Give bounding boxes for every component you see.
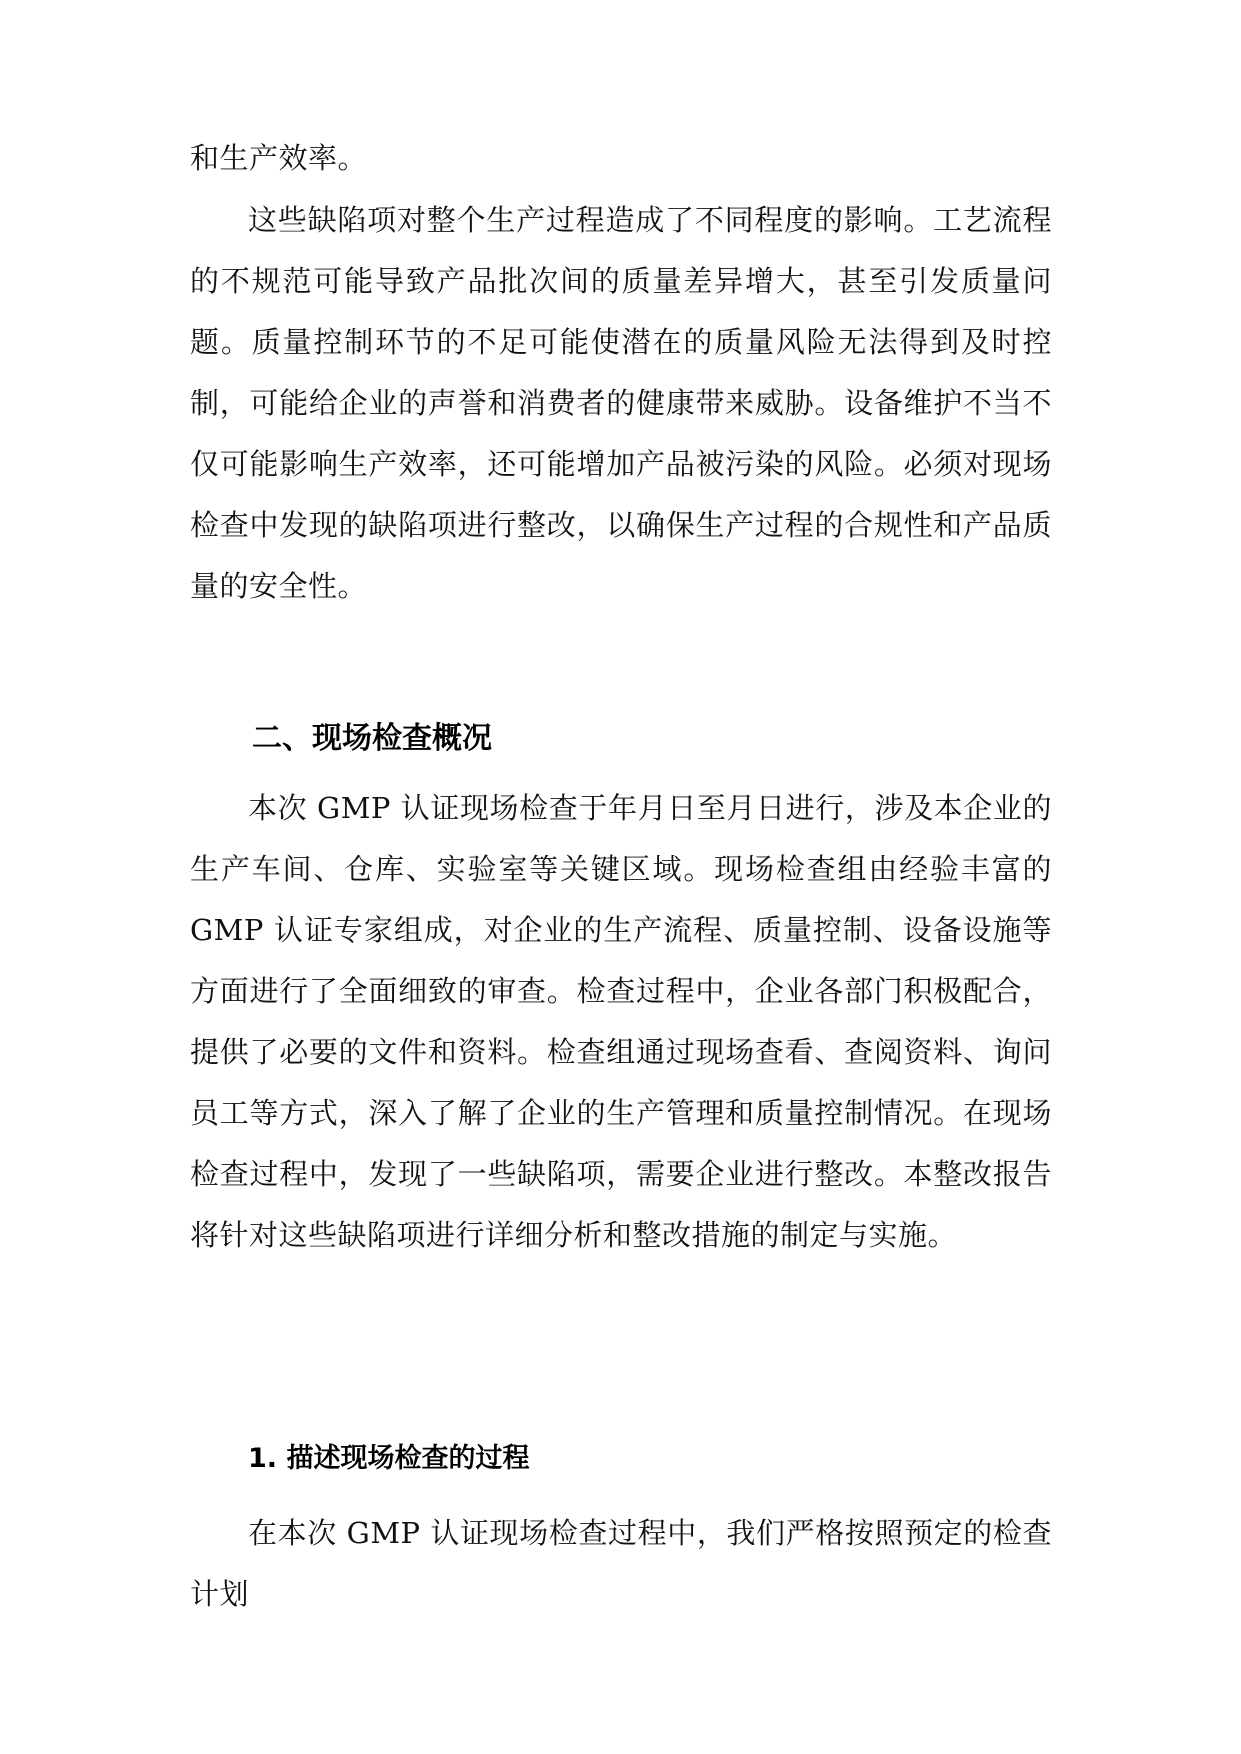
- section-heading-inspection-overview: 二、现场检查概况: [252, 721, 492, 756]
- paragraph-defect-impact: 这些缺陷项对整个生产过程造成了不同程度的影响。工艺流程的不规范可能导致产品批次间的质量差异增大，甚至引发质量问题。质量控制环节的不足可能使潜在的质量风险无法得到及时控制，可能给企业的声誉和消费者的健康带来威胁。设备维护不当不仅可能影响生产效率，还可能增加产品被污染的风险。必须对现场检查中发现的缺陷项进行整改，以确保生产过程的合规性和产品质量的安全性。: [190, 203, 1052, 603]
- paragraph-inspection-overview: 本次 GMP 认证现场检查于年月日至月日进行，涉及本企业的生产车间、仓库、实验室等关键区域。现场检查组由经验丰富的 GMP 认证专家组成，对企业的生产流程、质量控制、设备设施等方面进行了全面细致的审查。检查过程中，企业各部门积极配合，提供了必要的文件和资料。检查组通过现场查看、查阅资料、询问员工等方式，深入了解了企业的生产管理和质量控制情况。在现场检查过程中，发现了一些缺陷项，需要企业进行整改。本整改报告将针对这些缺陷项进行详细分析和整改措施的制定与实施。: [190, 791, 1052, 1252]
- subsection-heading-inspection-process: 1. 描述现场检查的过程: [248, 1443, 530, 1474]
- paragraph-inspection-process: 在本次 GMP 认证现场检查过程中，我们严格按照预定的检查计划: [190, 1516, 1052, 1611]
- paragraph-continuation: 和生产效率。: [190, 141, 368, 175]
